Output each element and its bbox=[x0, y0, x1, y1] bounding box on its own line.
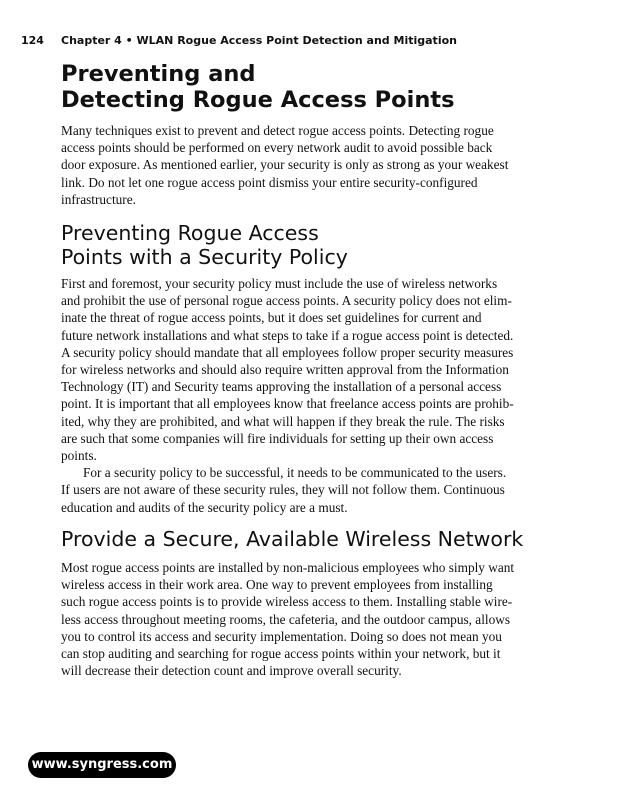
page-number: 124 bbox=[21, 34, 44, 47]
text-line: can stop auditing and searching for rogue access points within your network, but it bbox=[61, 646, 501, 662]
text-line: less access throughout meeting rooms, the cafeteria, and the outdoor campus, allows bbox=[61, 611, 511, 627]
text-line: inate the threat of rogue access points, but it does set guidelines for current and bbox=[61, 310, 482, 326]
text-line: points. bbox=[61, 448, 97, 464]
text-line: point. It is important that all employees know that freelance access points are prohib- bbox=[61, 396, 514, 412]
text-line: and prohibit the use of personal rogue access points. A security policy does not elim- bbox=[61, 293, 512, 309]
running-header bbox=[21, 34, 457, 47]
section-heading-security-policy bbox=[61, 221, 348, 269]
text-line: will decrease their detection count and improve overall security. bbox=[61, 663, 402, 679]
text-line: ited, why they are prohibited, and what will happen if they break the rule. The risks bbox=[61, 413, 505, 429]
text-line: future network installations and what steps to take if a rogue access point is detected. bbox=[61, 327, 514, 343]
text-line: If users are not aware of these security rules, they will not follow them. Continuous bbox=[61, 482, 505, 498]
section-heading-preventing-detecting bbox=[61, 61, 455, 113]
text-line: Many techniques exist to prevent and detect rogue access points. Detecting rogue bbox=[61, 123, 494, 138]
text-line: for wireless networks and should also require written approval from the Information bbox=[61, 362, 509, 378]
text-line: infrastructure. bbox=[61, 191, 136, 207]
text-line: such rogue access points is to provide wireless access to them. Installing stable wire- bbox=[61, 594, 513, 610]
text-line: are such that some companies will fire individuals for setting up their own access bbox=[61, 430, 494, 446]
text-line: you to control its access and security implementation. Doing so does not mean you bbox=[61, 628, 502, 644]
text-line: For a security policy to be successful, it needs to be communicated to the users. bbox=[83, 465, 507, 481]
text-line: First and foremost, your security policy must include the use of wireless networks bbox=[61, 276, 498, 291]
heading-line: Preventing Rogue Access bbox=[61, 221, 319, 245]
security-policy-paragraph bbox=[61, 275, 561, 516]
heading-line: Preventing and bbox=[61, 61, 256, 87]
secure-network-paragraph bbox=[61, 559, 561, 679]
text-line: education and audits of the security policy are a must. bbox=[61, 499, 348, 515]
text-line: Most rogue access points are installed by non-malicious employees who simply want bbox=[61, 560, 515, 575]
text-line: door exposure. As mentioned earlier, your security is only as strong as your weakest bbox=[61, 157, 509, 173]
text-line: A security policy should mandate that all employees follow proper security measures bbox=[61, 344, 514, 360]
text-line: access points should be performed on every network audit to avoid possible back bbox=[61, 140, 493, 156]
chapter-title: Chapter 4 • WLAN Rogue Access Point Detection and Mitigation bbox=[61, 34, 457, 47]
publisher-url-badge: www.syngress.com bbox=[28, 752, 176, 778]
text-line: link. Do not let one rogue access point dismiss your entire security-configured bbox=[61, 174, 478, 190]
section-heading-secure-network: Provide a Secure, Available Wireless Network bbox=[61, 527, 524, 551]
heading-line: Detecting Rogue Access Points bbox=[61, 87, 455, 113]
text-line: Technology (IT) and Security teams approving the installation of a personal access bbox=[61, 379, 502, 395]
text-line: wireless access in their work area. One way to prevent employees from installing bbox=[61, 577, 493, 593]
heading-line: Points with a Security Policy bbox=[61, 245, 348, 269]
intro-paragraph bbox=[61, 122, 561, 208]
